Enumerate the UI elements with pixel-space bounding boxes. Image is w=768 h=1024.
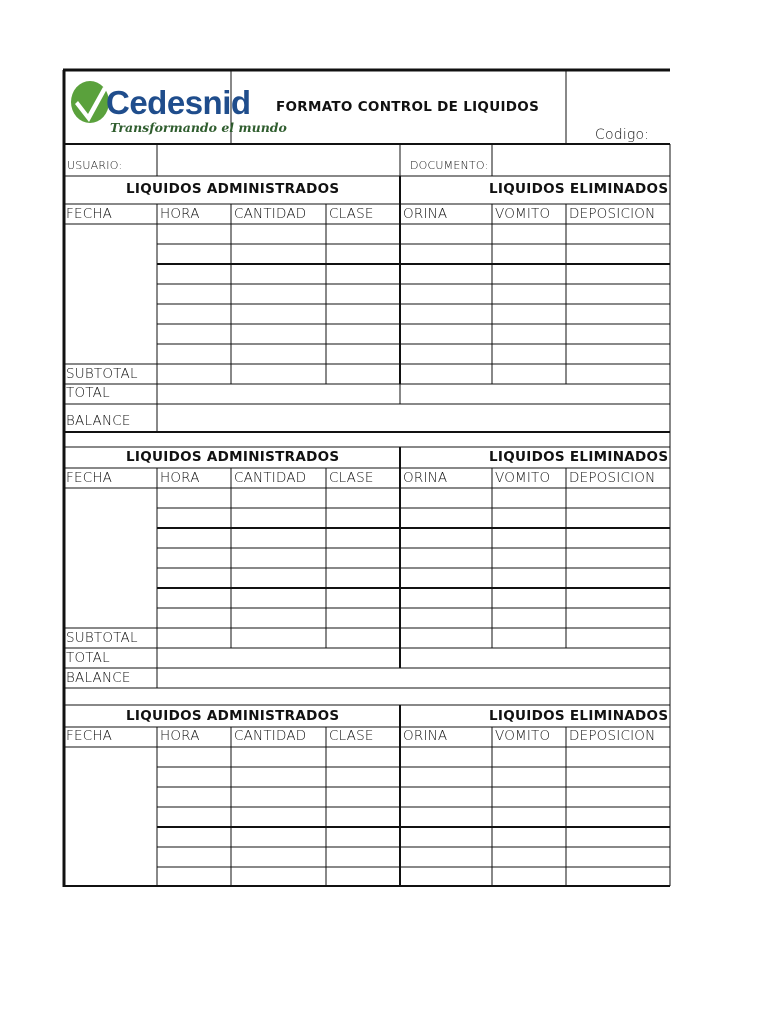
col-clase-header: CLASE <box>329 728 374 744</box>
logo-wordmark: Cedesnid <box>106 84 251 121</box>
form-title: FORMATO CONTROL DE LIQUIDOS <box>276 99 540 115</box>
col-cantidad-header: CANTIDAD <box>234 470 307 486</box>
section-3-administrados-title: LIQUIDOS ADMINISTRADOS <box>126 708 340 724</box>
col-hora-header: HORA <box>160 728 200 744</box>
col-hora-header: HORA <box>160 470 200 486</box>
col-vomito-header: VOMITO <box>495 470 551 486</box>
logo-tagline: Transformando el mundo <box>110 120 287 135</box>
col-clase-header: CLASE <box>329 470 374 486</box>
col-clase-header: CLASE <box>329 206 374 222</box>
documento-field[interactable] <box>493 145 669 175</box>
section-2-administrados-title: LIQUIDOS ADMINISTRADOS <box>126 449 340 465</box>
total-label: TOTAL <box>66 650 110 666</box>
section-1-eliminados-title: LIQUIDOS ELIMINADOS <box>489 181 669 197</box>
usuario-field[interactable] <box>158 145 399 175</box>
subtotal-label: SUBTOTAL <box>66 630 138 646</box>
col-fecha-header: FECHA <box>66 206 113 222</box>
col-fecha-header: FECHA <box>66 728 113 744</box>
usuario-label: USUARIO: <box>67 159 123 172</box>
col-deposicion-header: DEPOSICION <box>569 470 656 486</box>
col-orina-header: ORINA <box>403 206 448 222</box>
col-cantidad-header: CANTIDAD <box>234 206 307 222</box>
col-cantidad-header: CANTIDAD <box>234 728 307 744</box>
total-label: TOTAL <box>66 385 110 401</box>
col-deposicion-header: DEPOSICION <box>569 206 656 222</box>
subtotal-label: SUBTOTAL <box>66 366 138 382</box>
col-orina-header: ORINA <box>403 470 448 486</box>
balance-label: BALANCE <box>66 413 131 429</box>
balance-label: BALANCE <box>66 670 131 686</box>
code-label: Codigo: <box>595 127 650 143</box>
col-orina-header: ORINA <box>403 728 448 744</box>
col-deposicion-header: DEPOSICION <box>569 728 656 744</box>
section-3-eliminados-title: LIQUIDOS ELIMINADOS <box>489 708 669 724</box>
section-2-eliminados-title: LIQUIDOS ELIMINADOS <box>489 449 669 465</box>
col-fecha-header: FECHA <box>66 470 113 486</box>
col-vomito-header: VOMITO <box>495 728 551 744</box>
documento-label: DOCUMENTO: <box>410 159 489 172</box>
section-1-administrados-title: LIQUIDOS ADMINISTRADOS <box>126 181 340 197</box>
col-vomito-header: VOMITO <box>495 206 551 222</box>
col-hora-header: HORA <box>160 206 200 222</box>
